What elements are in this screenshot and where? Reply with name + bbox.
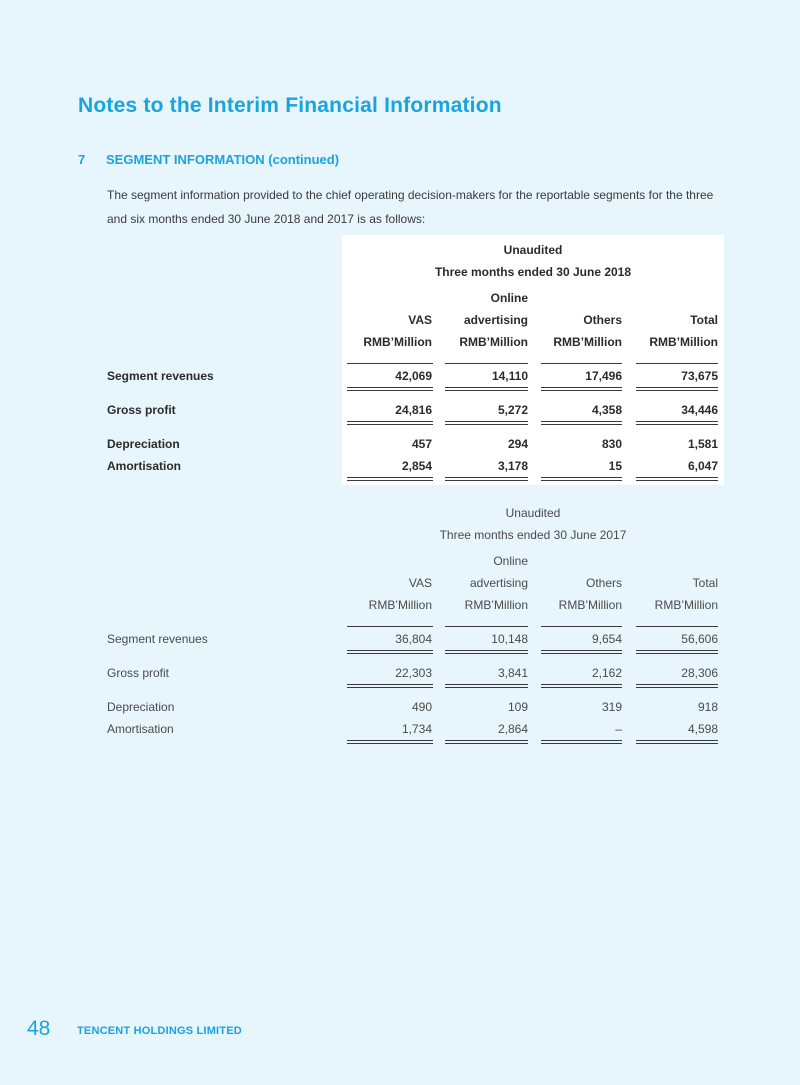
row-label-segment-revenues: Segment revenues: [107, 632, 208, 646]
table-period: Three months ended 30 June 2017: [439, 528, 627, 542]
double-rule: [541, 477, 622, 481]
col-header-vas: VAS: [408, 313, 432, 327]
double-rule: [636, 477, 718, 481]
table-cell: 73,675: [681, 369, 718, 383]
double-rule: [347, 387, 433, 391]
row-label-amortisation: Amortisation: [107, 459, 182, 473]
double-rule: [636, 740, 718, 744]
table-cell: 4,358: [591, 403, 622, 417]
col-unit: RMB’Million: [558, 598, 622, 612]
table-cell: 2,162: [591, 666, 622, 680]
row-label-segment-revenues: Segment revenues: [107, 369, 214, 383]
table-cell: 34,446: [681, 403, 718, 417]
table-status: Unaudited: [503, 243, 563, 257]
table-status: Unaudited: [505, 506, 561, 520]
intro-paragraph: The segment information provided to the chief operating decision-makers for the reportable segments for the three and six months ended 30 June 2018 and 2017 is as follows:: [107, 188, 714, 226]
double-rule: [541, 387, 622, 391]
col-unit: RMB’Million: [363, 335, 432, 349]
table-cell: 2,864: [497, 722, 528, 736]
table-cell: 830: [601, 437, 622, 451]
table-cell: 109: [507, 700, 528, 714]
table-cell: 294: [507, 437, 528, 451]
table-cell: 2,854: [401, 459, 432, 473]
header-rule: [445, 626, 528, 627]
table-cell: 3,178: [497, 459, 528, 473]
section-title: SEGMENT INFORMATION: [106, 152, 265, 167]
col-unit: RMB’Million: [368, 598, 432, 612]
table-cell: 319: [601, 700, 622, 714]
double-rule: [636, 387, 718, 391]
col-unit: RMB’Million: [464, 598, 528, 612]
double-rule: [445, 477, 528, 481]
double-rule: [541, 740, 622, 744]
col-header-advertising: advertising: [469, 576, 528, 590]
row-label-depreciation: Depreciation: [107, 437, 180, 451]
table-cell: 10,148: [491, 632, 528, 646]
col-header-top: Online: [490, 291, 528, 305]
double-rule: [636, 650, 718, 654]
table-cell: 22,303: [395, 666, 432, 680]
double-rule: [636, 421, 718, 425]
col-header-advertising: advertising: [463, 313, 528, 327]
page-number: 48: [27, 1017, 51, 1040]
col-header-others: Others: [585, 576, 622, 590]
double-rule: [445, 684, 528, 688]
double-rule: [541, 684, 622, 688]
double-rule: [347, 684, 433, 688]
double-rule: [347, 740, 433, 744]
table-cell: 1,581: [687, 437, 718, 451]
col-header-top: Online: [493, 554, 528, 568]
table-cell: 4,598: [687, 722, 718, 736]
table-cell: 3,841: [497, 666, 528, 680]
header-rule: [636, 363, 718, 364]
section-suffix: (continued): [268, 152, 340, 167]
section-heading: [78, 152, 339, 167]
header-rule: [347, 626, 433, 627]
table-cell: 6,047: [687, 459, 718, 473]
table-cell: 15: [608, 459, 622, 473]
segment-table-2017: [96, 498, 724, 758]
table-cell: 28,306: [681, 666, 718, 680]
table-cell: 918: [697, 700, 718, 714]
double-rule: [541, 650, 622, 654]
table-cell: 14,110: [491, 369, 528, 383]
col-unit: RMB’Million: [649, 335, 718, 349]
header-rule: [636, 626, 718, 627]
double-rule: [636, 684, 718, 688]
double-rule: [445, 650, 528, 654]
table-cell: 1,734: [401, 722, 432, 736]
double-rule: [347, 477, 433, 481]
table-cell: 17,496: [585, 369, 622, 383]
row-label-amortisation: Amortisation: [107, 722, 174, 736]
header-rule: [445, 363, 528, 364]
double-rule: [347, 650, 433, 654]
col-unit: RMB’Million: [654, 598, 718, 612]
table-cell: 56,606: [681, 632, 718, 646]
table-cell: 24,816: [395, 403, 432, 417]
double-rule: [347, 421, 433, 425]
col-header-total: Total: [690, 313, 718, 327]
header-rule: [541, 626, 622, 627]
segment-table-2018: [96, 235, 724, 485]
header-rule: [347, 363, 433, 364]
double-rule: [445, 740, 528, 744]
table-cell: 5,272: [497, 403, 528, 417]
row-label-depreciation: Depreciation: [107, 700, 175, 714]
double-rule: [541, 421, 622, 425]
table-period: Three months ended 30 June 2018: [434, 265, 632, 279]
table-cell: –: [615, 722, 622, 736]
col-unit: RMB’Million: [459, 335, 528, 349]
double-rule: [445, 421, 528, 425]
page-title: Notes to the Interim Financial Information: [78, 94, 502, 117]
header-rule: [541, 363, 622, 364]
table-cell: 36,804: [395, 632, 432, 646]
table-cell: 457: [411, 437, 432, 451]
company-name: TENCENT HOLDINGS LIMITED: [77, 1025, 242, 1037]
double-rule: [445, 387, 528, 391]
col-unit: RMB’Million: [553, 335, 622, 349]
table-cell: 9,654: [591, 632, 622, 646]
row-label-gross-profit: Gross profit: [107, 403, 176, 417]
col-header-vas: VAS: [408, 576, 432, 590]
section-number: 7: [78, 152, 86, 167]
row-label-gross-profit: Gross profit: [107, 666, 170, 680]
table-cell: 490: [411, 700, 432, 714]
col-header-others: Others: [583, 313, 622, 327]
col-header-total: Total: [692, 576, 718, 590]
table-cell: 42,069: [395, 369, 432, 383]
